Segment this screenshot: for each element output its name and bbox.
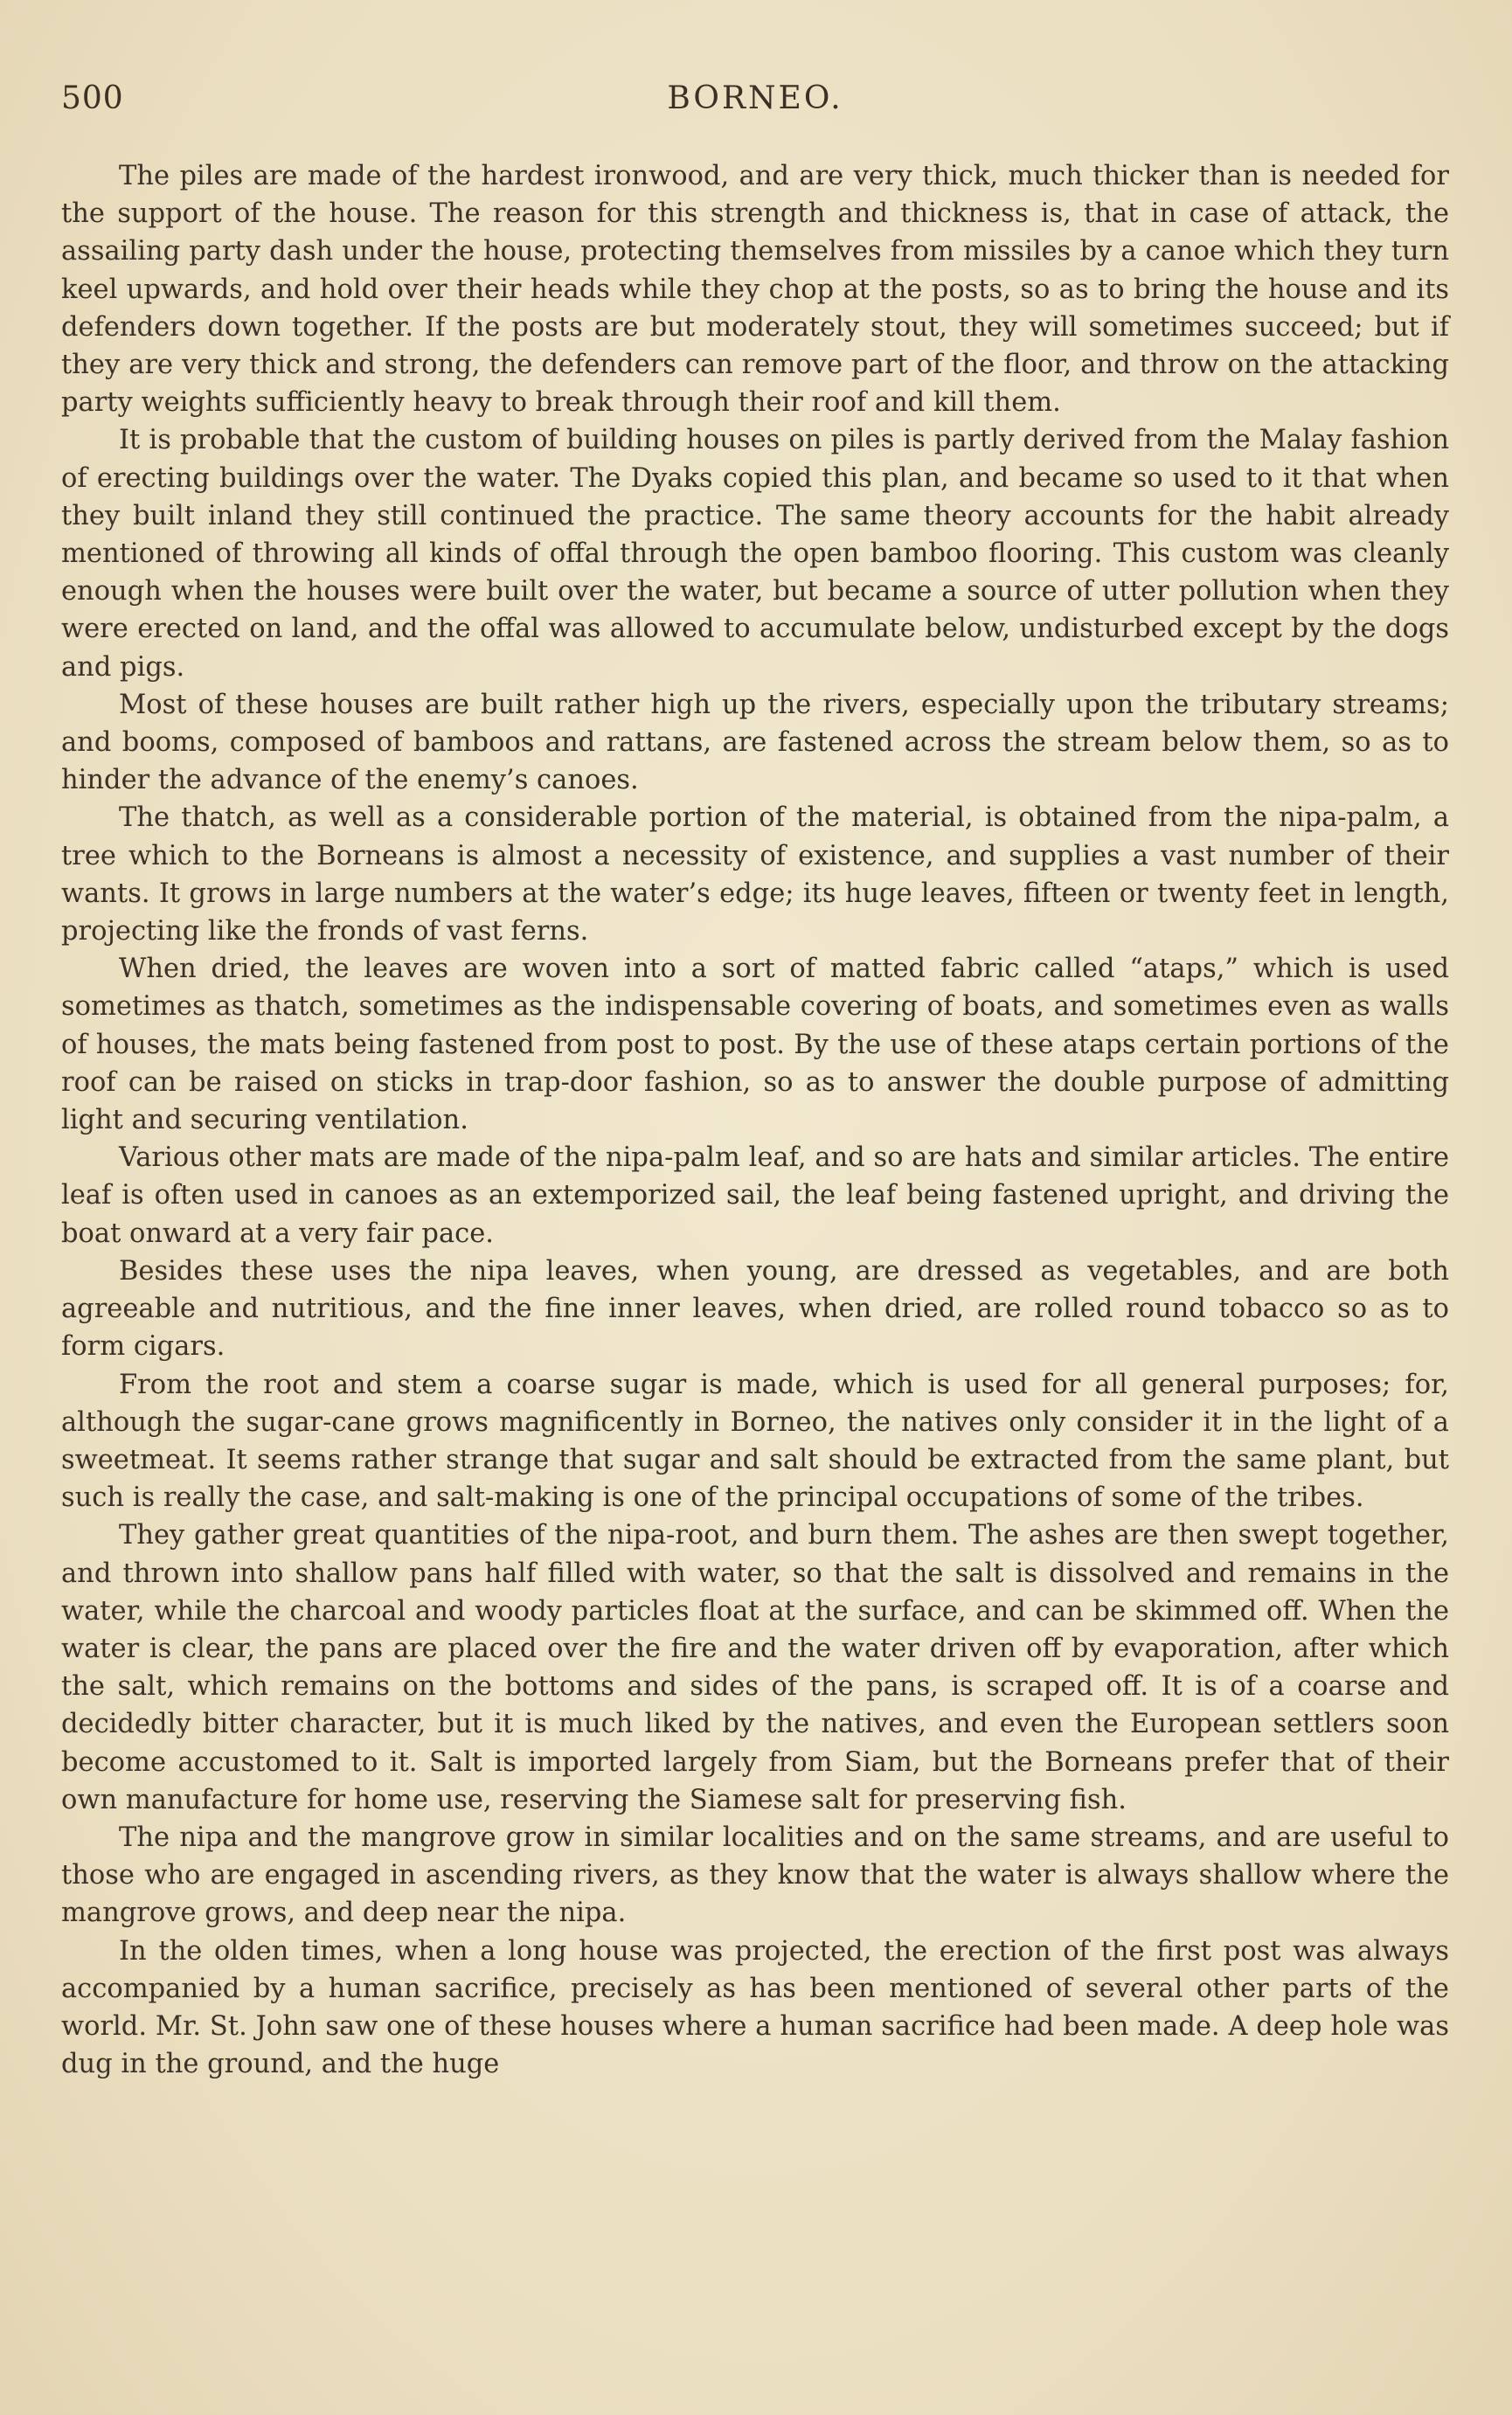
paragraph: They gather great quantities of the nipa-root, and burn them. The ashes are then swept together, and thrown into shallow pans half filled with water, so that the salt is dissolved and remains in the water, while the charcoal and woody particles float at the surface, and can be skimmed off. When the water is clear, the pans are placed over the fire and the water driven off by evaporation, after which the salt, which remains on the bottoms and sides of the pans, is scraped off. It is of a coarse and decidedly bitter character, but it is much liked by the natives, and even the European settlers soon become accustomed to it. Salt is imported largely from Siam, but the Borneans prefer that of their own manufacture for home use, reserving the Siamese salt for preserving fish.	[61, 1520, 1449, 1815]
paragraph: The nipa and the mangrove grow in similar localities and on the same streams, and are useful to those who are engaged in ascending rivers, as they know that the water is always shallow where the mangrove grows, and deep near the nipa.	[61, 1822, 1449, 1929]
paragraph: Besides these uses the nipa leaves, when young, are dressed as vegetables, and are both agreeable and nutritious, and the fine inner leaves, when dried, are rolled round tobacco so as to form cigars.	[61, 1255, 1449, 1363]
paragraph: The piles are made of the hardest ironwood, and are very thick, much thicker than is needed for the support of the house. The reason for this strength and thickness is, that in case of attack, the assailing party dash under the house, protecting themselves from missiles by a canoe which they turn keel upwards, and hold over their heads while they chop at the posts, so as to bring the house and its defenders down together. If the posts are but moderately stout, they will sometimes succeed; but if they are very thick and strong, the defenders can remove part of the floor, and throw on the attacking party weights sufficiently heavy to break through their roof and kill them.	[61, 161, 1449, 419]
paragraph: The thatch, as well as a considerable portion of the material, is obtained from the nipa-palm, a tree which to the Borneans is almost a necessity of existence, and supplies a vast number of their wants. It grows in large numbers at the water’s edge; its huge leaves, fifteen or twenty feet in length, projecting like the fronds of vast ferns.	[61, 802, 1449, 947]
paragraph: Various other mats are made of the nipa-palm leaf, and so are hats and similar articles. The entire leaf is often used in canoes as an extemporized sail, the leaf being fastened upright, and driving the boat onward at a very fair pace.	[61, 1142, 1449, 1249]
paragraph: In the olden times, when a long house was projected, the erection of the first post was always accompanied by a human sacrifice, precisely as has been mentioned of several other parts of the world. Mr. St. John saw one of these houses where a human sacrifice had been made. A deep hole was dug in the ground, and the huge	[61, 1935, 1449, 2080]
page-header	[61, 80, 1449, 126]
paragraph: When dried, the leaves are woven into a sort of matted fabric called “ataps,” which is used sometimes as thatch, sometimes as the indispensable covering of boats, and sometimes even as walls of houses, the mats being fastened from post to post. By the use of these ataps certain portions of the roof can be raised on sticks in trap-door fashion, so as to answer the double purpose of admitting light and securing ventilation.	[61, 954, 1449, 1136]
paragraph: From the root and stem a coarse sugar is made, which is used for all general purposes; for, although the sugar-cane grows magnificently in Borneo, the natives only consider it in the light of a sweetmeat. It seems rather strange that sugar and salt should be extracted from the same plant, but such is really the case, and salt-making is one of the principal occupations of some of the tribes.	[61, 1369, 1449, 1514]
body-text	[61, 157, 1449, 2083]
running-title: BORNEO.	[667, 80, 843, 116]
paragraph: It is probable that the custom of building houses on piles is partly derived from the Malay fashion of erecting buildings over the water. The Dyaks copied this plan, and became so used to it that when they built inland they still continued the practice. The same theory accounts for the habit already mentioned of throwing all kinds of offal through the open bamboo flooring. This custom was cleanly enough when the houses were built over the water, but became a source of utter pollution when they were erected on land, and the offal was allowed to accumulate below, undisturbed except by the dogs and pigs.	[61, 425, 1449, 683]
paragraph: Most of these houses are built rather high up the rivers, especially upon the tributary streams; and booms, composed of bamboos and rattans, are fastened across the stream below them, so as to hinder the advance of the enemy’s canoes.	[61, 689, 1449, 796]
page-number: 500	[61, 80, 124, 116]
